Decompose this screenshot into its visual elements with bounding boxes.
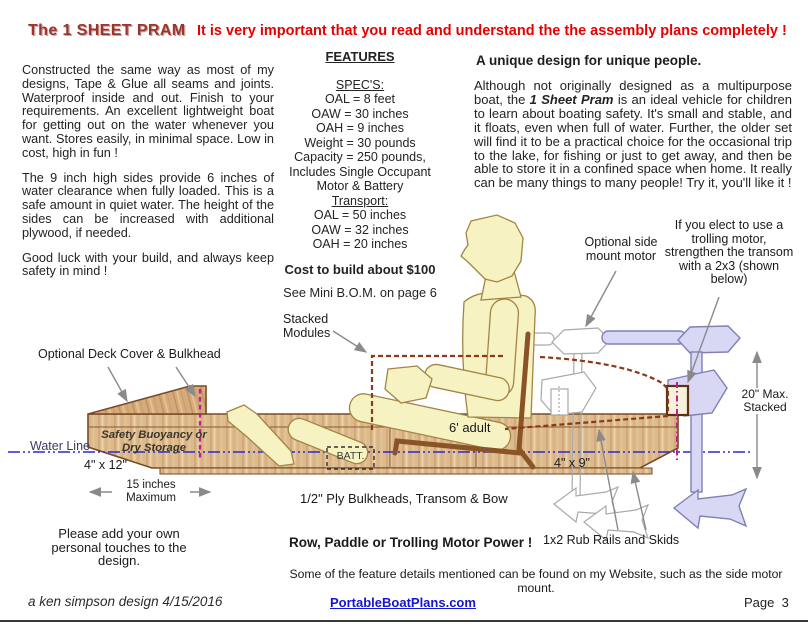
side-motor-arrow [586, 271, 616, 326]
bow-size-label: 4" x 12" [84, 458, 127, 472]
buoyancy-label: Safety Buoyancy or Dry Storage [101, 429, 207, 454]
personal-touches-note: Please add your own personal touches to the design. [51, 526, 187, 568]
spec-line: OAH = 9 inches [316, 121, 404, 135]
features-heading: FEATURES [325, 49, 395, 64]
deck-cover-wedge [88, 386, 206, 414]
bow-max-label: 15 inches Maximum [112, 479, 190, 504]
description-part-2: is an ideal vehicle for children to learn about boating safety. It's small and stable, and it floats, even when full of water. Further, the older set will find it to be a practical choice for the occasional trip to the lake, for fishing or just to get away, and then be able to store it in a confined space when home. It really can be many things to many people! Try it, you'll like it ! [474, 91, 792, 191]
motor-head [678, 326, 740, 353]
bottom-rule [0, 620, 808, 622]
unique-design-heading: A unique design for unique people. [476, 53, 702, 68]
warning-text: It is very important that you read and understand the the assembly plans completely ! [197, 23, 787, 39]
transport-line: OAH = 20 inches [312, 237, 408, 251]
spec-line: OAW = 30 inches [311, 106, 409, 121]
page-number: Page 3 [744, 595, 789, 610]
side-motor-label: Optional side mount motor [584, 235, 658, 263]
deck-cover-label: Optional Deck Cover & Bulkhead [38, 347, 221, 361]
intro-paragraph-3: Good luck with your build, and always keep safety in mind ! [22, 250, 274, 279]
trolling-note-label: If you elect to use a trolling motor, strengthen the transom with a 2x3 (shown below) [664, 218, 794, 286]
description-part-1: Although not originally designed as a multipurpose boat, the [474, 78, 792, 107]
spec-line: Weight = 30 pounds [304, 135, 416, 150]
boat-name: 1 Sheet Pram [529, 91, 614, 107]
person-head [461, 215, 523, 282]
transport-heading: Transport: [331, 193, 389, 208]
motor-tiller [602, 331, 686, 344]
bulkheads-label: 1/2" Ply Bulkheads, Transom & Bow [300, 491, 508, 506]
power-options-label: Row, Paddle or Trolling Motor Power ! [289, 535, 533, 550]
transport-line: OAW = 32 inches [311, 222, 409, 237]
page-title: The 1 SHEET PRAM [28, 22, 186, 39]
designer-credit: a ken simpson design 4/15/2016 [28, 594, 223, 609]
spec-line: Includes Single Occupant [289, 164, 431, 179]
cost-line: Cost to build about $100 [284, 261, 436, 277]
intro-paragraph-1: Constructed the same way as most of my designs, Tape & Glue all seams and joints. Waterproof inside and out. Finish to your requirements. An excellent lightweight boat for getting out on the water whenever you want. Stores easily, in minimal space. Low in cost, high in fun ! [22, 63, 274, 160]
transport-line: OAL = 50 inches [313, 208, 407, 222]
adult-label: 6' adult [449, 420, 491, 435]
battery-label: BATT. [336, 450, 365, 462]
website-link[interactable]: PortableBoatPlans.com [330, 595, 476, 610]
water-line-label: Water Line [30, 439, 90, 453]
deck-cover-arrow-1 [108, 367, 127, 401]
website-note: Some of the feature details mentioned can be found on my Website, such as the side motor mount. [289, 567, 783, 595]
stern-size-label: 4" x 9" [554, 456, 590, 470]
bom-reference: See Mini B.O.M. on page 6 [283, 285, 437, 300]
spec-line: OAL = 8 feet [324, 92, 396, 106]
rub-rails-label: 1x2 Rub Rails and Skids [543, 533, 680, 547]
spec-line: Motor & Battery [316, 179, 404, 193]
stacked-modules-label: Stacked Modules [283, 312, 331, 340]
spec-line: Capacity = 250 pounds, [294, 150, 426, 164]
motor-propeller [674, 489, 746, 528]
specs-heading: SPEC'S: [335, 77, 385, 92]
intro-paragraph-2: The 9 inch high sides provide 6 inches of water clearance when fully loaded. This is a safe amount in quiet water. The height of the sides can be increased with additional plywood, if needed. [22, 170, 274, 240]
stack-height-label: 20" Max. Stacked [736, 388, 794, 414]
